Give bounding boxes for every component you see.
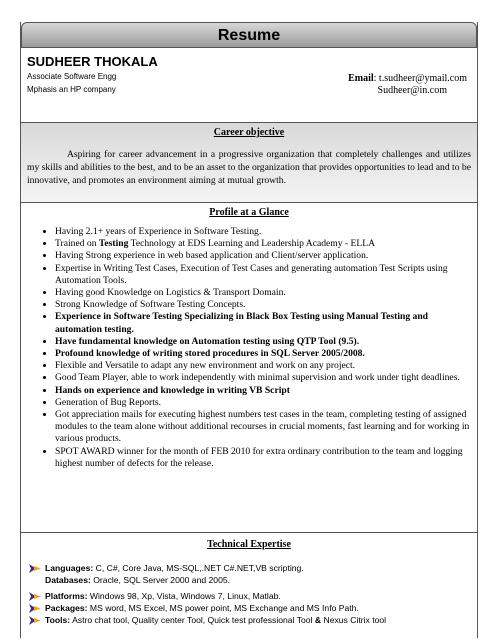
- list-item: • Hands on experience and knowledge in writing VB Script: [55, 385, 471, 397]
- databases-row: Databases: Oracle, SQL Server 2000 and 2005.: [45, 575, 231, 585]
- candidate-name: SUDHEER THOKALA: [27, 54, 158, 69]
- arrow-bullet-icon: [29, 616, 41, 625]
- list-item: • SPOT AWARD winner for the month of FEB 2010 for extra ordinary contribution to the team and logging highest number of defects for the release.: [55, 446, 471, 470]
- list-item: • Generation of Bug Reports.: [55, 397, 471, 409]
- arrow-bullet-icon: [29, 592, 41, 601]
- profile-list: [21, 226, 471, 470]
- career-objective-text: Aspiring for career advancement in a progressive organization that completely challenges and utilizes my skills and abilities to the best, and to be an asset to the organization that provides opportunities to lead and to be innovative, and promotes an environment aiming at mutual growth.: [27, 149, 471, 186]
- career-objective-title: Career objective: [213, 127, 285, 138]
- email-line: Email: t.sudheer@ymail.com: [348, 73, 467, 84]
- profile-title: Profile at a Glance: [209, 207, 289, 218]
- list-item: • Have fundamental knowledge on Automation testing using QTP Tool (9.5).: [55, 336, 471, 348]
- languages-row: Languages: C, C#, Core Java, MS-SQL,.NET C#.NET,VB scripting.: [29, 563, 304, 573]
- packages-row: Packages: MS word, MS Excel, MS power point, MS Exchange and MS Info Path.: [29, 603, 359, 613]
- list-item: • Strong Knowledge of Software Testing Concepts.: [55, 299, 471, 311]
- list-item: • Good Team Player, able to work independently with minimal supervision and work under tight deadlines.: [55, 372, 471, 384]
- email-primary: t.sudheer@ymail.com: [378, 73, 467, 84]
- resume-page: [20, 22, 478, 638]
- arrow-bullet-icon: [29, 564, 41, 573]
- list-item: • Experience in Software Testing Specializing in Black Box Testing using Manual Testing and automation testing.: [55, 311, 471, 335]
- profile-section: [21, 202, 477, 532]
- list-item: • Having 2.1+ years of Experience in Software Testing.: [55, 226, 471, 238]
- company-name: Mphasis an HP company: [27, 85, 116, 94]
- list-item: • Having good Knowledge on Logistics & Transport Domain.: [55, 287, 471, 299]
- tools-row: Tools: Astro chat tool, Quality center Tool, Quick test professional Tool & Nexus Citrix tool: [29, 615, 386, 625]
- email-label: Email: [348, 73, 374, 84]
- email-secondary: Sudheer@in.com: [377, 85, 447, 96]
- list-item: • Trained on Testing Technology at EDS Learning and Leadership Academy - ELLA: [55, 238, 471, 250]
- job-role: Associate Software Engg: [27, 72, 117, 81]
- list-item: • Got appreciation mails for executing highest numbers test cases in the team, completing testing of assigned modules to the team alone without additional recourses in crucial moments, fast learning and for working in various products.: [55, 409, 471, 446]
- technical-title: Technical Expertise: [207, 539, 291, 550]
- career-objective-section: [21, 122, 477, 202]
- list-item: • Flexible and Versatile to adapt any new environment and work on any project.: [55, 360, 471, 372]
- arrow-bullet-icon: [29, 604, 41, 613]
- list-item: • Having Strong experience in web based application and Client/server application.: [55, 250, 471, 262]
- resume-title: Resume: [21, 22, 477, 48]
- platforms-row: Platforms: Windows 98, Xp, Vista, Windows 7, Linux, Matlab.: [29, 591, 281, 601]
- list-item: • Profound knowledge of writing stored procedures in SQL Server 2005/2008.: [55, 348, 471, 360]
- technical-section: [21, 532, 477, 638]
- list-item: • Expertise in Writing Test Cases, Execution of Test Cases and generating automation Test Scripts using Automation Tools.: [55, 263, 471, 287]
